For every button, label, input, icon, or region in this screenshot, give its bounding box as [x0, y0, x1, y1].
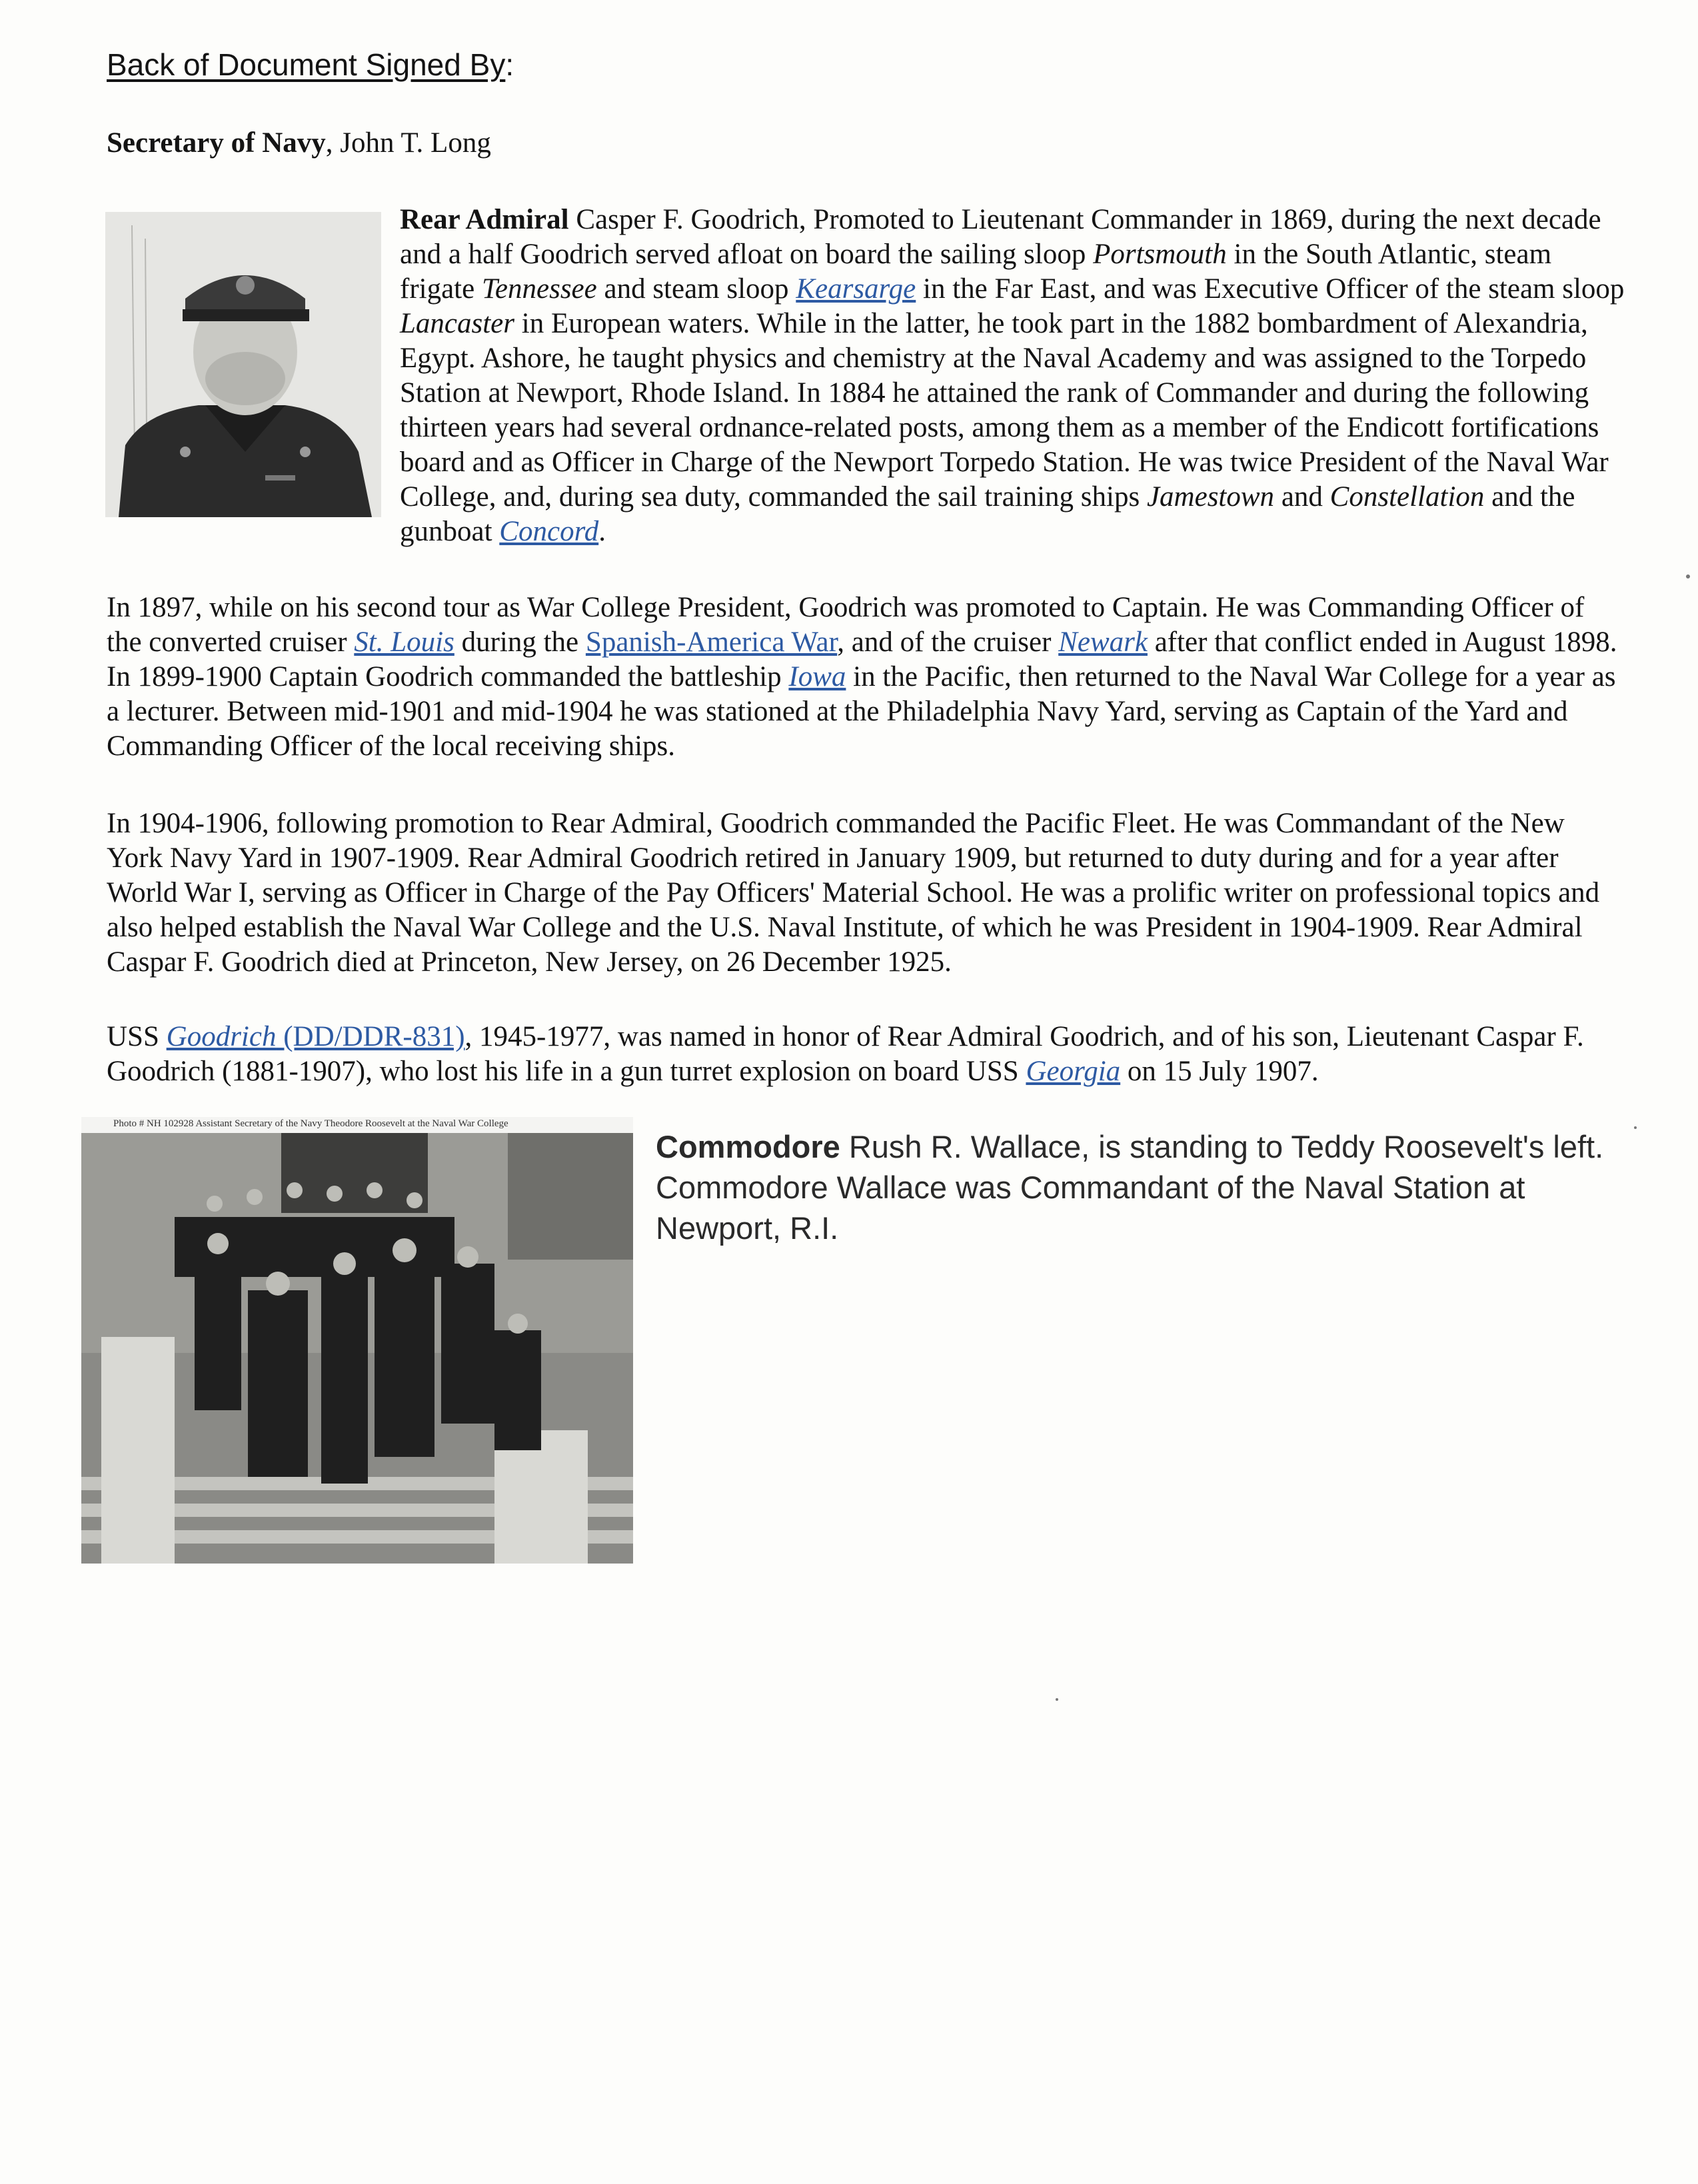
link-goodrich-name: Goodrich [166, 1021, 277, 1052]
goodrich-portrait-photo [105, 212, 381, 517]
ship-jamestown: Jamestown [1146, 481, 1275, 513]
ship-lancaster: Lancaster [400, 308, 514, 339]
bio1-text: in the South Atlantic, steam frigate [400, 239, 1552, 305]
heading-colon: : [505, 47, 514, 82]
signer-title: Secretary of Navy [107, 127, 326, 159]
ship-tennessee: Tennessee [481, 273, 597, 305]
scan-speck [1686, 574, 1690, 578]
portrait-image [105, 212, 381, 517]
bio1-text: and the gunboat [400, 481, 1575, 547]
bio1-text: in European waters. While in the latter, he took part in the 1882 bombardment of Alexandria, Egypt. Ashore, he taught physics and chemistry at the Naval Academy and was assigned to the Torpedo Station at Newport, Rhode Island. In 1884 he attained the rank of Commander and during the following thirteen years had several ordnance-related posts, among them as a member of the Endicott fortifications board and as Officer in Charge of the Newport Torpedo Station. He was twice President of the Naval War College, and, during sea duty, commanded the sail training ships [400, 308, 1609, 513]
wallace-caption [656, 1126, 1635, 1248]
bio2-text: during the [454, 626, 586, 658]
bio1-text: . [598, 516, 606, 547]
document-heading [107, 47, 514, 83]
bio4-text: , 1945-1977, was named in honor of Rear Admiral Goodrich, and of his son, Lieutenant Caspar F. Goodrich (1881-1907), who lost his life in a gun turret explosion on board USS [107, 1021, 1584, 1087]
link-goodrich-hull: (DD/DDR-831) [276, 1021, 465, 1052]
bio2-text: , and of the cruiser [837, 626, 1059, 658]
signer-line [107, 127, 491, 159]
ship-portsmouth: Portsmouth [1093, 239, 1227, 270]
link-newark[interactable]: Newark [1058, 626, 1148, 658]
bio-paragraph-1 [400, 203, 1633, 549]
bio-paragraph-4 [107, 1020, 1626, 1089]
link-iowa[interactable]: Iowa [788, 661, 846, 692]
wallace-caption-text: Rush R. Wallace, is standing to Teddy Roosevelt's left. Commodore Wallace was Commandant of the Naval Station at Newport, R.I. [656, 1129, 1604, 1246]
signer-name: , John T. Long [325, 127, 491, 159]
scan-speck [1634, 1126, 1637, 1129]
rank-rear-admiral: Rear Admiral [400, 204, 569, 235]
bio4-text: USS [107, 1021, 167, 1052]
bio4-text: on 15 July 1907. [1120, 1056, 1319, 1087]
rank-commodore: Commodore [656, 1129, 840, 1164]
bio-paragraph-2 [107, 590, 1626, 764]
bio1-text: and steam sloop [596, 273, 796, 305]
naval-war-college-group-photo [81, 1117, 633, 1564]
link-concord[interactable]: Concord [499, 516, 599, 547]
bio2-text: in the Pacific, then returned to the Naval War College for a year as a lecturer. Between mid-1901 and mid-1904 he was stationed at the Philadelphia Navy Yard, serving as Captain of the Yard and Commanding Officer of the local receiving ships. [107, 661, 1616, 762]
link-goodrich-dd-831[interactable] [167, 1021, 465, 1052]
bio1-text: and [1274, 481, 1330, 513]
bio2-text: after that conflict ended in August 1898. In 1899-1900 Captain Goodrich commanded the battleship [107, 626, 1617, 692]
ship-constellation: Constellation [1329, 481, 1485, 513]
bio-paragraph-3: In 1904-1906, following promotion to Rear Admiral, Goodrich commanded the Pacific Fleet. He was Commandant of the New York Navy Yard in 1907-1909. Rear Admiral Goodrich retired in January 1909, but returned to duty during and for a year after World War I, serving as Officer in Charge of the Pay Officers' Material School. He was a prolific writer on professional topics and also helped establish the Naval War College and the U.S. Naval Institute, of which he was President in 1904-1909. Rear Admiral Caspar F. Goodrich died at Princeton, New Jersey, on 26 December 1925. [107, 808, 1600, 978]
bio2-text: In 1897, while on his second tour as War College President, Goodrich was promoted to Captain. He was Commanding Officer of the converted cruiser [107, 592, 1585, 658]
bio1-text: Casper F. Goodrich, Promoted to Lieutenant Commander in 1869, during the next decade and a half Goodrich served afloat on board the sailing sloop [400, 204, 1601, 270]
link-spanish-america-war[interactable]: Spanish-America War [585, 626, 838, 658]
scan-speck [1056, 1698, 1058, 1701]
heading-text: Back of Document Signed By [107, 47, 506, 82]
link-kearsarge[interactable]: Kearsarge [796, 273, 916, 305]
link-georgia[interactable]: Georgia [1026, 1056, 1121, 1087]
group-photo-image [81, 1117, 633, 1564]
link-st-louis[interactable]: St. Louis [354, 626, 454, 658]
group-photo-caption: Photo # NH 102928 Assistant Secretary of the Navy Theodore Roosevelt at the Naval War College [113, 1118, 508, 1129]
bio1-text: in the Far East, and was Executive Officer of the steam sloop [916, 273, 1625, 305]
